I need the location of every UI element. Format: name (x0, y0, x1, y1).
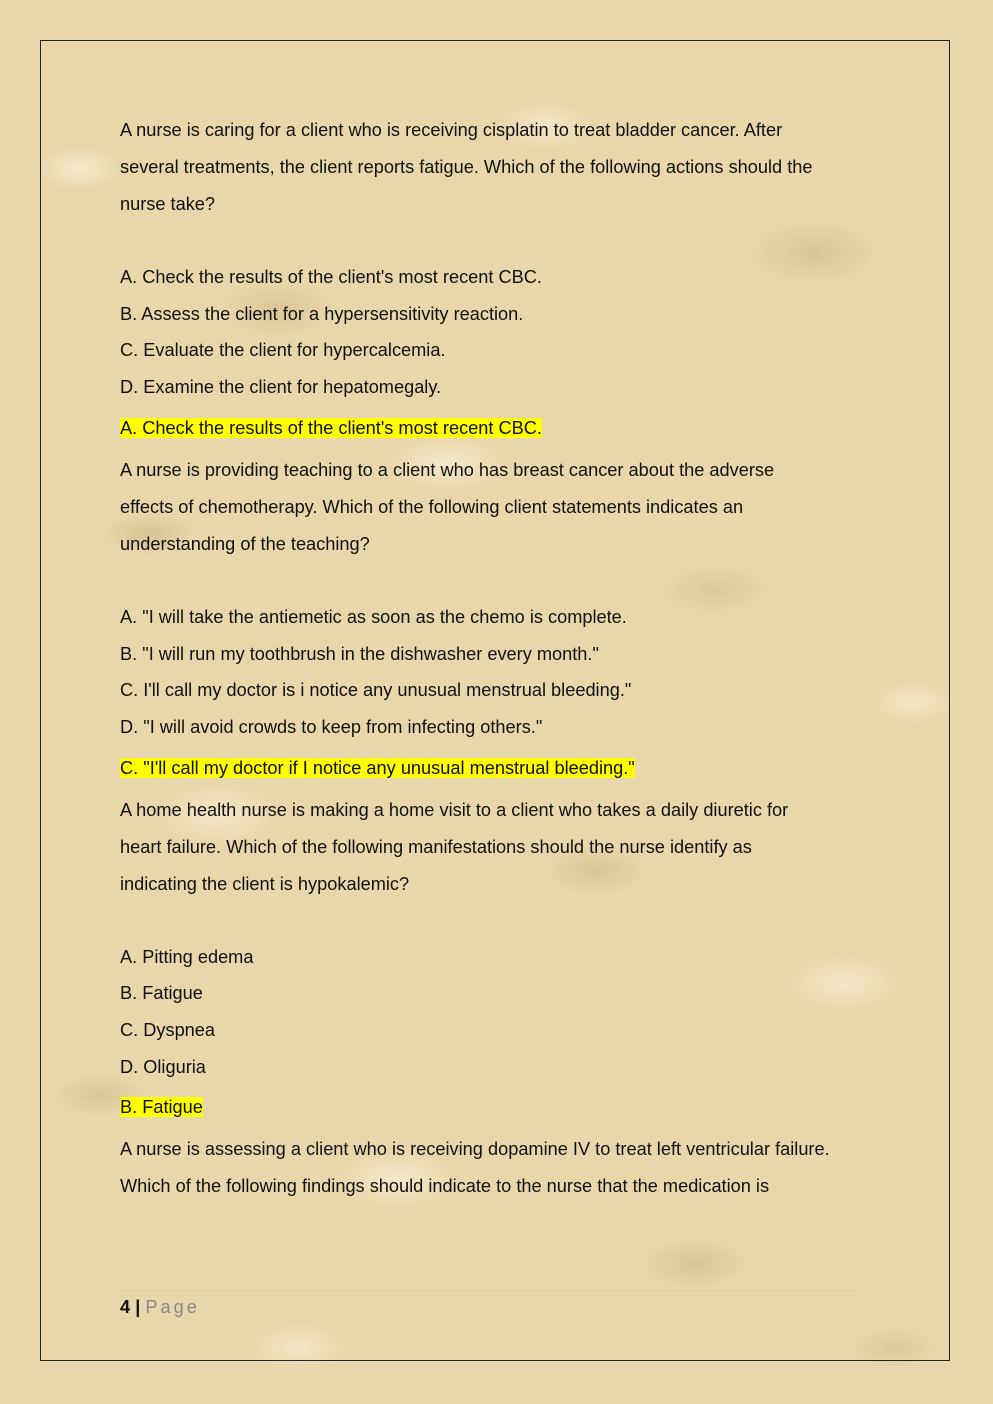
question-text-line: A home health nurse is making a home visit to a client who takes a daily diuretic for (120, 799, 789, 820)
answer-option: D. "I will avoid crowds to keep from infecting others." (120, 716, 543, 737)
page-number: 4 (120, 1297, 131, 1317)
question-text-line: indicating the client is hypokalemic? (120, 873, 410, 894)
question-2 (120, 452, 880, 781)
answer-option: B. Fatigue (120, 983, 203, 1004)
correct-answer-highlight: C. "I'll call my doctor if I notice any unusual menstrual bleeding." (120, 757, 635, 778)
page-footer (120, 1294, 200, 1320)
question-text-line: A nurse is caring for a client who is receiving cisplatin to treat bladder cancer. After (120, 120, 783, 140)
answer-option: B. "I will run my toothbrush in the dishwasher every month." (120, 643, 599, 664)
question-text-line: heart failure. Which of the following manifestations should the nurse identify as (120, 836, 752, 857)
correct-answer (120, 1094, 880, 1120)
answer-option: A. Pitting edema (120, 946, 254, 967)
answer-option: A. "I will take the antiemetic as soon as the chemo is complete. (120, 606, 627, 627)
page-separator: | (135, 1297, 141, 1317)
page-label: Page (145, 1297, 200, 1317)
question-4 (120, 1131, 880, 1205)
answer-option: B. Assess the client for a hypersensitivity reaction. (120, 303, 524, 324)
answer-option: C. Dyspnea (120, 1020, 216, 1041)
answer-option: C. Evaluate the client for hypercalcemia. (120, 340, 446, 361)
question-text-line: nurse take? (120, 194, 216, 214)
question-text-line: A nurse is assessing a client who is receiving dopamine IV to treat left ventricular failure. (120, 1139, 830, 1160)
answer-option: D. Examine the client for hepatomegaly. (120, 377, 442, 398)
question-1 (120, 112, 880, 441)
spacer (120, 563, 880, 599)
spacer (120, 223, 880, 259)
answer-option: A. Check the results of the client's most recent CBC. (120, 267, 542, 287)
question-3 (120, 792, 880, 1121)
question-text-line: effects of chemotherapy. Which of the following client statements indicates an (120, 496, 744, 517)
correct-answer (120, 415, 880, 441)
question-text-line: understanding of the teaching? (120, 533, 370, 554)
correct-answer (120, 755, 880, 781)
question-text-line: Which of the following findings should indicate to the nurse that the medication is (120, 1176, 770, 1197)
footer-divider (120, 1290, 860, 1291)
spacer (120, 903, 880, 939)
correct-answer-highlight: B. Fatigue (120, 1097, 203, 1118)
answer-option: C. I'll call my doctor is i notice any unusual menstrual bleeding." (120, 680, 632, 701)
correct-answer-highlight: A. Check the results of the client's most recent CBC. (120, 417, 542, 438)
question-text-line: several treatments, the client reports fatigue. Which of the following actions should the (120, 157, 813, 177)
answer-option: D. Oliguria (120, 1056, 206, 1077)
question-text-line: A nurse is providing teaching to a client who has breast cancer about the adverse (120, 459, 775, 480)
document-body (120, 112, 880, 1205)
